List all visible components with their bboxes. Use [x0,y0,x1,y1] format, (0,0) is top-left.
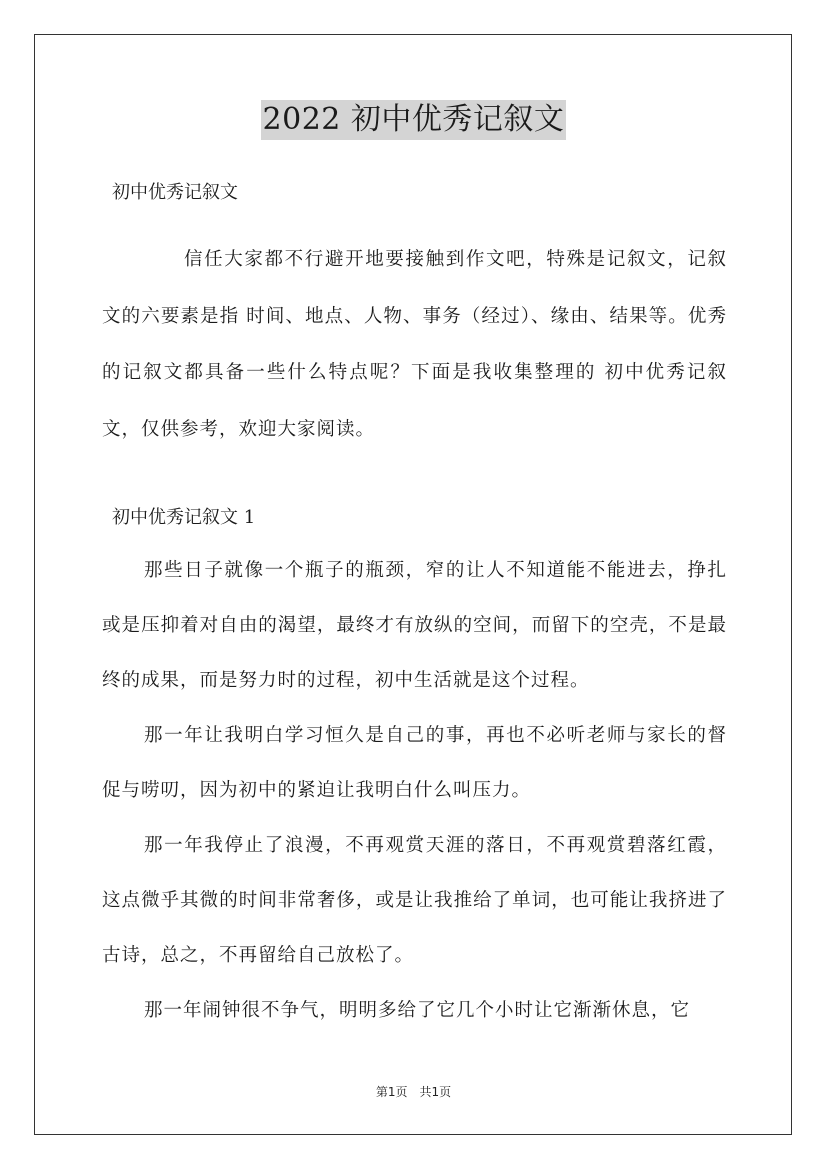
section-heading: 初中优秀记叙文 1 [112,507,256,528]
document-title: 2022 初中优秀记叙文 [261,100,567,140]
essay-paragraph-1: 那些日子就像一个瓶子的瓶颈，窄的让人不知道能不能进去，挣扎或是压抑着对自由的渴望，最终才有放纵的空间，而留下的空壳，不是最终的成果，而是努力时的过程，初中生活就是这个过程。 [102,560,727,691]
page-footer: 第1页 共1页 [375,1085,452,1099]
title-container [0,100,827,140]
intro-paragraph [102,232,727,458]
intro-text: 信任大家都不行避开地要接触到作文吧，特殊是记叙文，记叙文的六要素是指 时间、地点、人物、事务（经过）、缘由、结果等。优秀的记叙文都具备一些什么特点呢？下面是我收集整理的 初中优秀记叙文，仅供参考，欢迎大家阅读。 [102,249,727,440]
document-subtitle: 初中优秀记叙文 [112,182,238,203]
essay-paragraph-3: 那一年我停止了浪漫，不再观赏天涯的落日，不再观赏碧落红霞，这点微乎其微的时间非常奢侈，或是让我推给了单词，也可能让我挤进了古诗，总之，不再留给自己放松了。 [102,835,727,966]
essay-paragraph-2: 那一年让我明白学习恒久是自己的事，再也不必听老师与家长的督促与唠叨，因为初中的紧迫让我明白什么叫压力。 [102,725,727,801]
essay-body [102,543,727,1038]
essay-paragraph-4: 那一年闹钟很不争气，明明多给了它几个小时让它渐渐休息，它 [144,1000,691,1021]
